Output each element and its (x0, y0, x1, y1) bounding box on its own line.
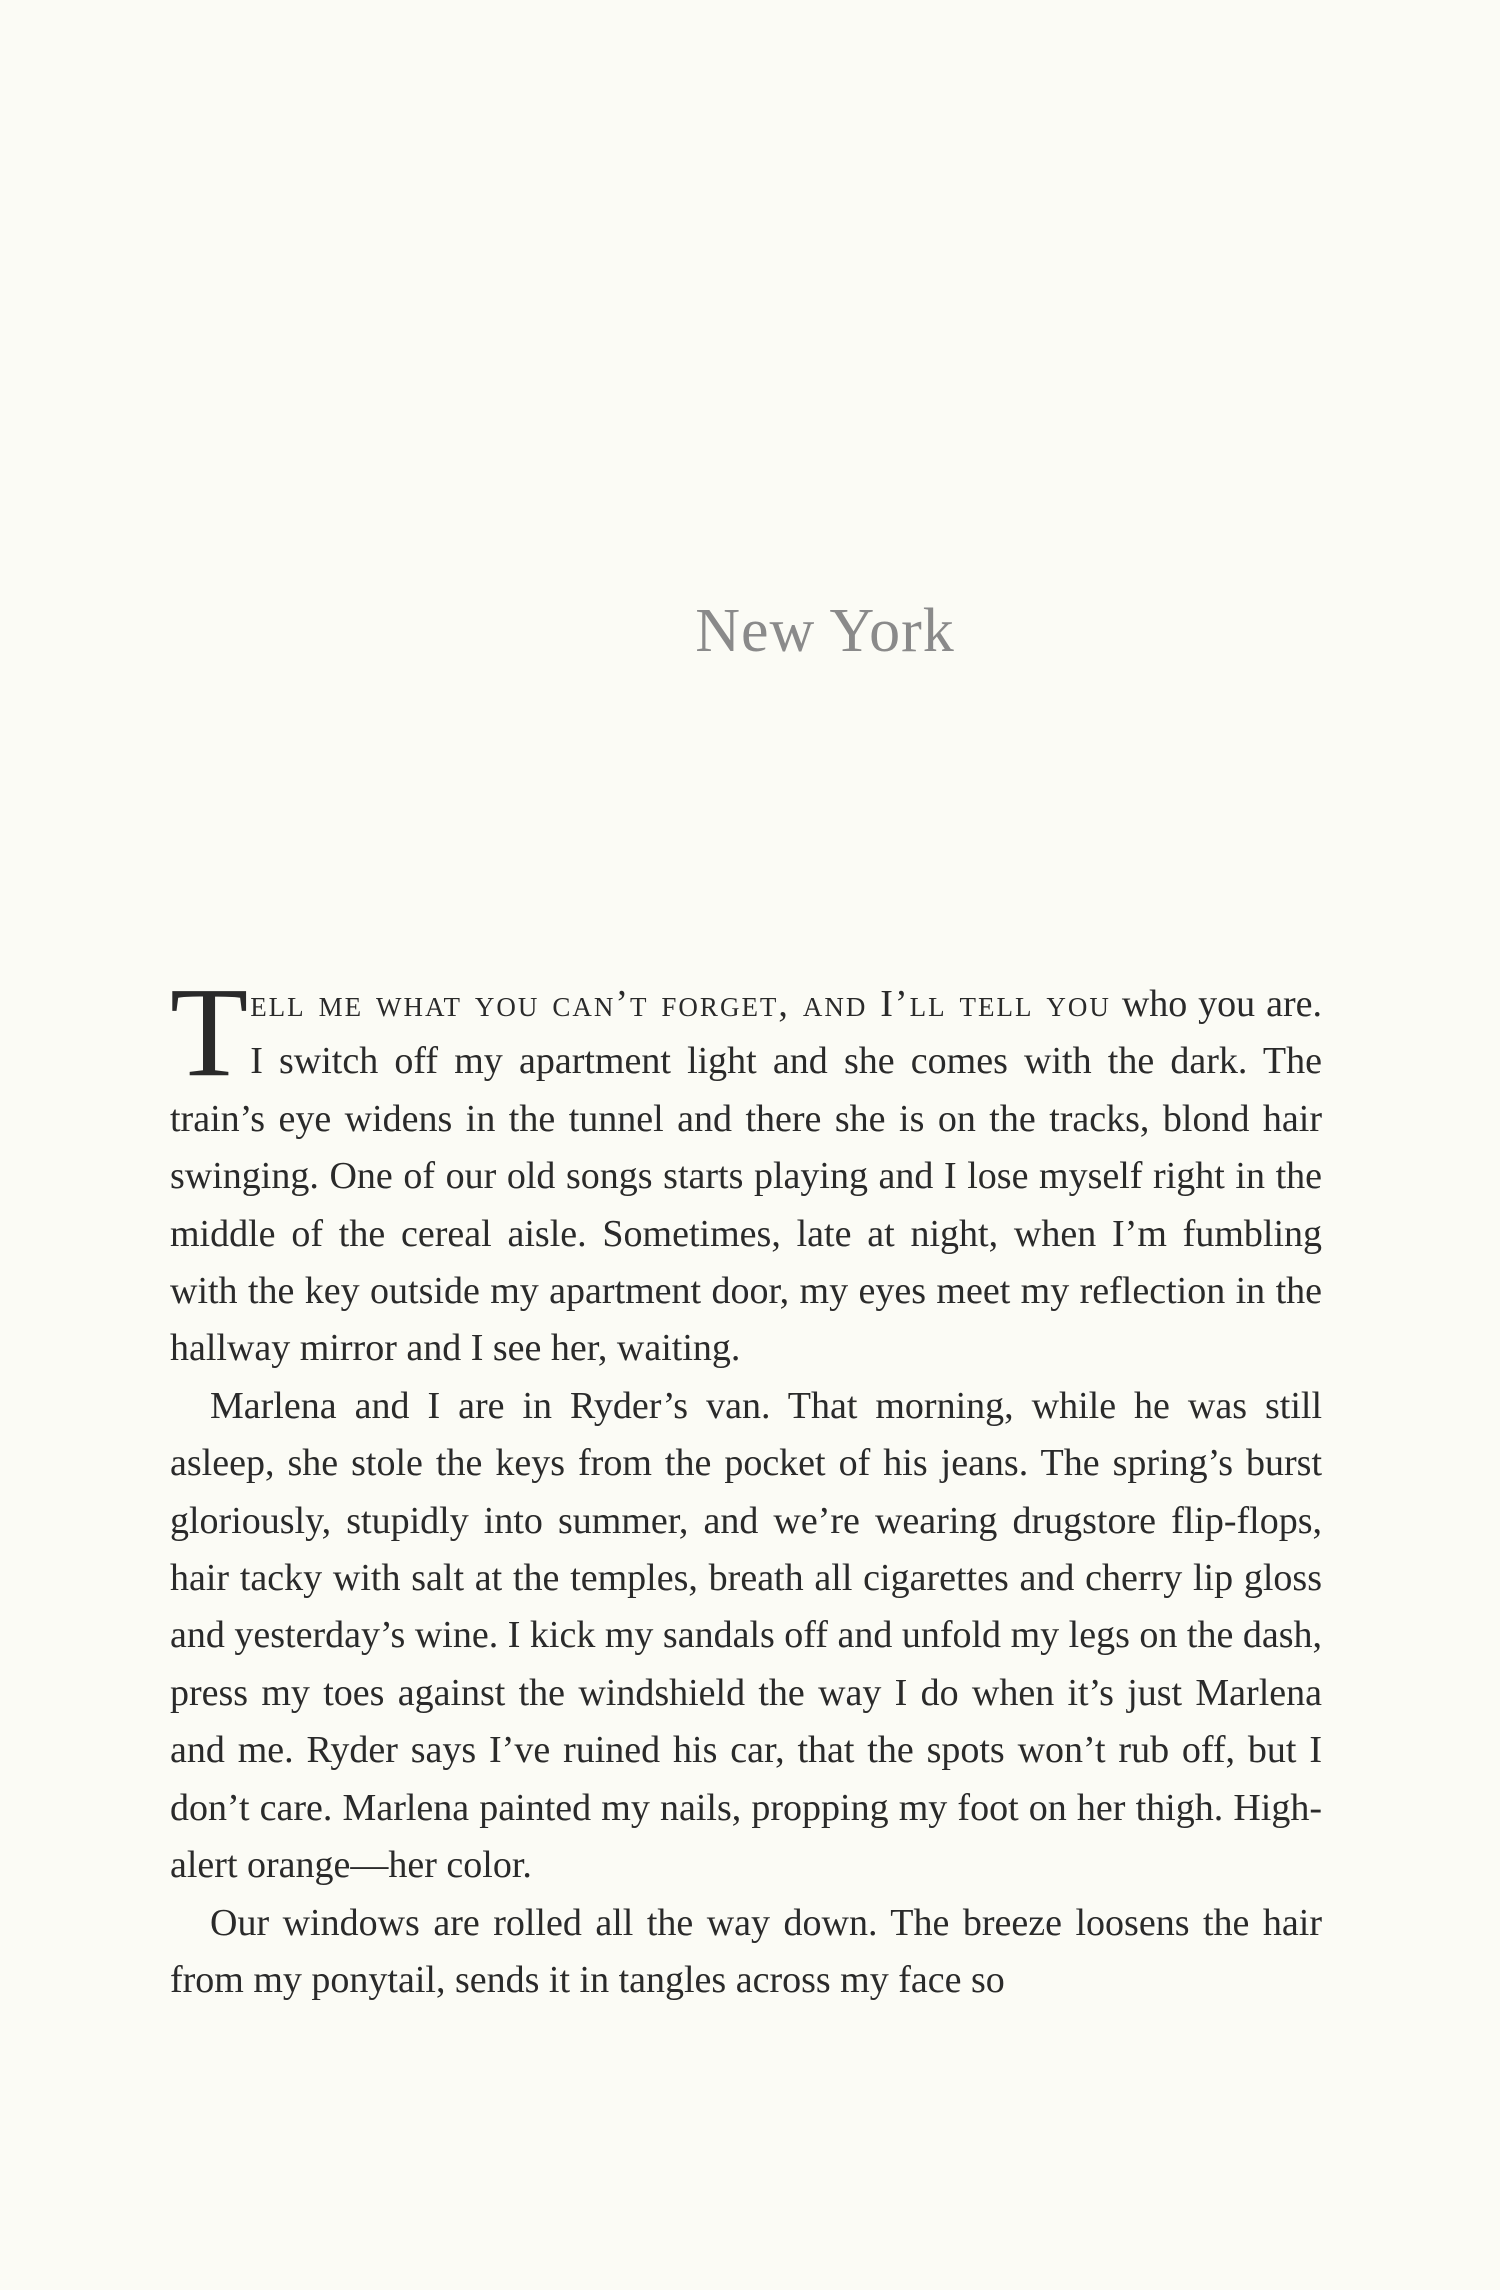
opening-smallcaps: ell me what you can’t forget, and I’ll tell you (250, 983, 1111, 1025)
opening-paragraph (170, 961, 1322, 1378)
chapter-title: New York (695, 597, 955, 665)
drop-cap: T (170, 961, 249, 1103)
paragraph: Our windows are rolled all the way down. The breeze loosens the hair from my ponytail, sends it in tangles across my face so (170, 1901, 1322, 2001)
paragraph: Marlena and I are in Ryder’s van. That morning, while he was still asleep, she stole the keys from the pocket of his jeans. The spring’s burst gloriously, stupidly into summer, and we’re wearing drugstore flip-flops, hair tacky with salt at the temples, breath all cigarettes and cherry lip gloss and yesterday’s wine. I kick my sandals off and unfold my legs on the dash, press my toes against the windshield the way I do when it’s just Marlena and me. Ryder says I’ve ruined his car, that the spots won’t rub off, but I don’t care. Marlena painted my nails, propping my foot on her thigh. High-alert orange—her color. (170, 1384, 1322, 1887)
body-text (170, 961, 1322, 2009)
opening-text: who you are. I switch off my apartment light and she comes with the dark. The train’s eye widens in the tunnel and there she is on the tracks, blond hair swinging. One of our old songs starts playing and I lose myself right in the middle of the cereal aisle. Sometimes, late at night, when I’m fumbling with the key outside my apartment door, my eyes meet my reflection in the hallway mirror and I see her, waiting. (170, 983, 1322, 1370)
